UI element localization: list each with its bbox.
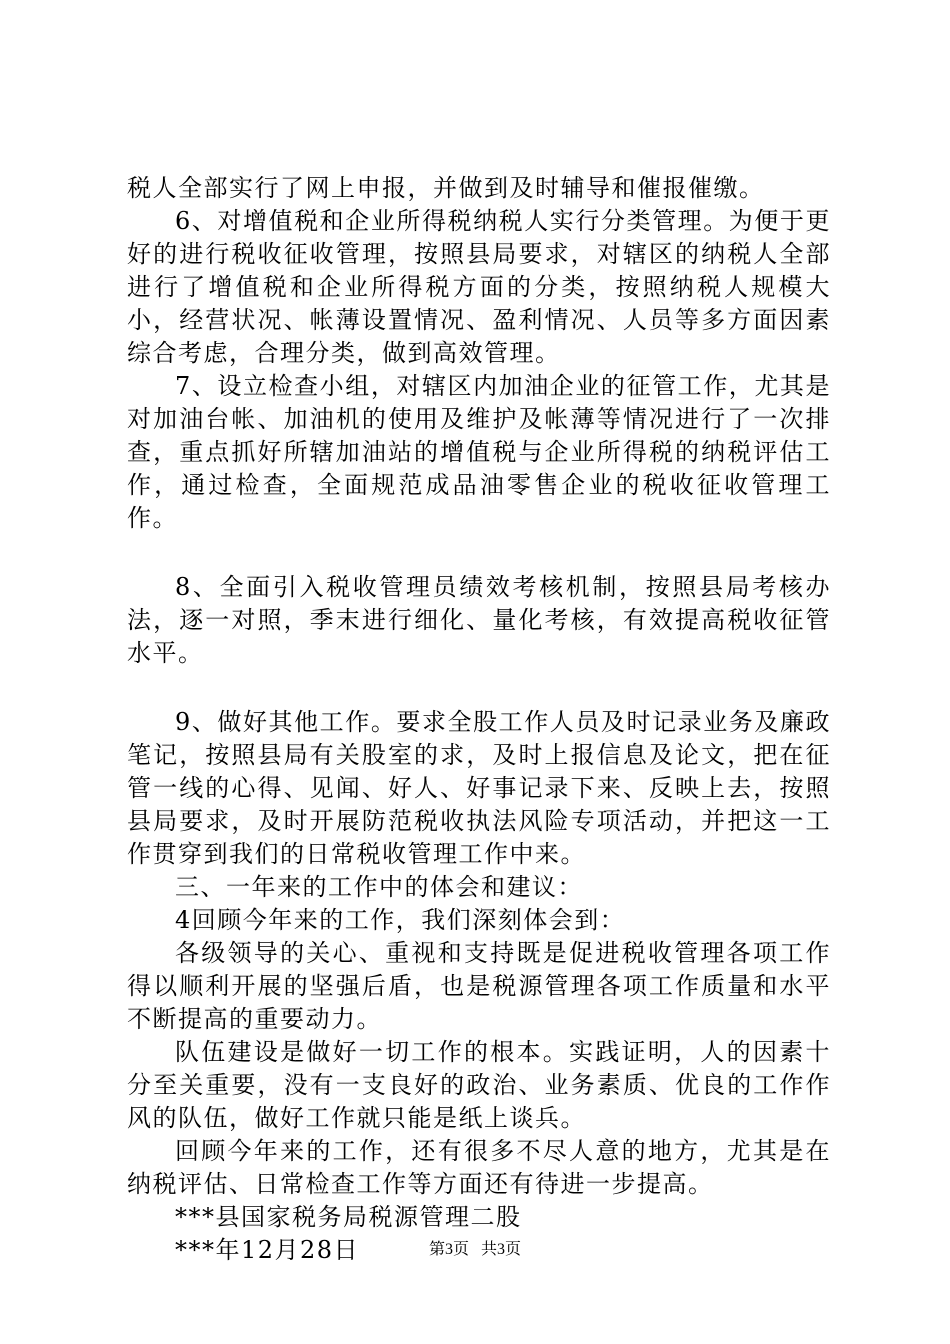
paragraph: 税人全部实行了网上申报，并做到及时辅导和催报催缴。 [127,174,765,202]
paragraph: 队伍建设是做好一切工作的根本。实践证明，人的因素十分至关重要，没有一支良好的政治、业务素质、优良的工作作风的队伍，做好工作就只能是纸上谈兵。 [127,1038,831,1132]
signature-org: ***县国家税务局税源管理二股 [175,1203,522,1231]
section-heading: 三、一年来的工作中的体会和建议： [175,873,583,901]
paragraph: 各级领导的关心、重视和支持既是促进税收管理各项工作得以顺利开展的坚强后盾，也是税源管理各项工作质量和水平不断提高的重要动力。 [127,939,831,1033]
paragraph: 4回顾今年来的工作，我们深刻体会到： [175,906,626,934]
page-number-current: 第3页 [428,1241,469,1258]
page-footer [0,1240,950,1260]
paragraph: 8、全面引入税收管理员绩效考核机制，按照县局考核办法，逐一对照，季末进行细化、量化考核，有效提高税收征管水平。 [127,573,831,667]
paragraph: 9、做好其他工作。要求全股工作人员及时记录业务及廉政笔记，按照县局有关股室的求，及时上报信息及论文，把在征管一线的心得、见闻、好人、好事记录下来、反映上去，按照县局要求，及时开展防范税收执法风险专项活动，并把这一工作贯穿到我们的日常税收管理工作中来。 [127,708,831,868]
paragraph: 7、设立检查小组，对辖区内加油企业的征管工作，尤其是对加油台帐、加油机的使用及维护及帐薄等情况进行了一次排查，重点抓好所辖加油站的增值税与企业所得税的纳税评估工作，通过检查，全面规范成品油零售企业的税收征收管理工作。 [127,372,831,532]
document-body [127,172,831,1267]
signature-date: ***年12月28日 [175,1236,360,1264]
paragraph: 6、对增值税和企业所得税纳税人实行分类管理。为便于更好的进行税收征收管理，按照县局要求，对辖区的纳税人全部进行了增值税和企业所得税方面的分类，按照纳税人规模大小，经营状况、帐薄设置情况、盈利情况、人员等多方面因素综合考虑，合理分类，做到高效管理。 [127,207,831,367]
page-number-total: 共3页 [481,1241,522,1258]
paragraph: 回顾今年来的工作，还有很多不尽人意的地方，尤其是在纳税评估、日常检查工作等方面还有待进一步提高。 [127,1137,831,1198]
